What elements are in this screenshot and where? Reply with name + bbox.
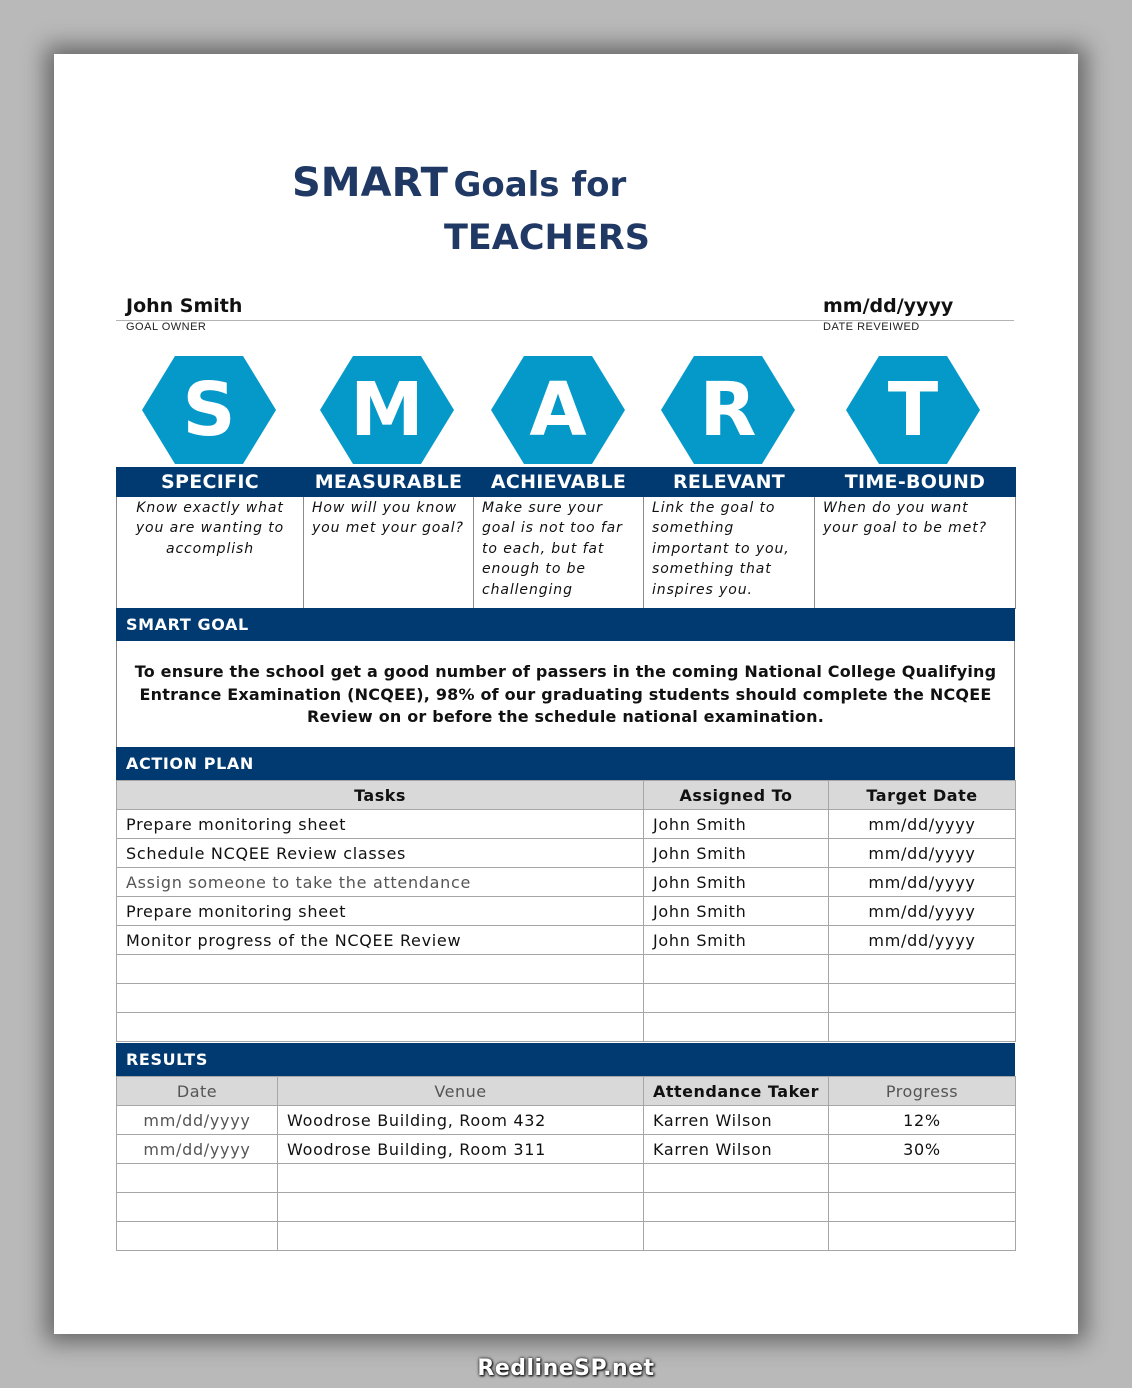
empty-row (117, 1222, 1016, 1251)
empty-row (117, 1013, 1016, 1042)
heading-relevant: RELEVANT (644, 468, 815, 497)
empty-cell (644, 984, 829, 1013)
goal-owner-name: John Smith (126, 295, 243, 317)
empty-cell (117, 1193, 278, 1222)
empty-cell (117, 984, 644, 1013)
hexagon-t (846, 356, 980, 464)
empty-row (117, 1164, 1016, 1193)
empty-cell (278, 1222, 644, 1251)
venue-cell: Woodrose Building, Room 432 (278, 1106, 644, 1135)
empty-cell (644, 955, 829, 984)
assigned-cell: John Smith (644, 810, 829, 839)
assigned-cell: John Smith (644, 926, 829, 955)
title-smart: SMART (292, 160, 448, 206)
empty-cell (117, 955, 644, 984)
smart-goal-bar: SMART GOAL (116, 608, 1015, 641)
target-date-cell: mm/dd/yyyy (829, 810, 1016, 839)
title-goals-for: Goals for (453, 165, 627, 205)
action-plan-bar: ACTION PLAN (116, 747, 1015, 780)
empty-row (117, 1193, 1016, 1222)
hexagon-s (142, 356, 276, 464)
col-progress: Progress (829, 1077, 1016, 1106)
header-divider (116, 320, 1014, 321)
letter-s: S (182, 367, 236, 453)
action-header-row (117, 781, 1016, 810)
letter-a: A (529, 367, 587, 453)
assigned-cell: John Smith (644, 897, 829, 926)
target-date-cell: mm/dd/yyyy (829, 868, 1016, 897)
empty-cell (644, 1193, 829, 1222)
desc-specific: Know exactly what you are wanting to accomplish (117, 497, 304, 609)
table-row (117, 868, 1016, 897)
col-assigned-to: Assigned To (644, 781, 829, 810)
date-cell: mm/dd/yyyy (117, 1135, 278, 1164)
desc-achievable: Make sure your goal is not too far to each, but fat enough to be challenging (474, 497, 644, 609)
watermark: RedlineSP.net (477, 1356, 655, 1381)
col-date: Date (117, 1077, 278, 1106)
empty-row (117, 955, 1016, 984)
target-date-cell: mm/dd/yyyy (829, 897, 1016, 926)
table-row (117, 1106, 1016, 1135)
heading-achievable: ACHIEVABLE (474, 468, 644, 497)
task-cell: Prepare monitoring sheet (117, 810, 644, 839)
empty-cell (644, 1222, 829, 1251)
hexagon-r (661, 356, 795, 464)
desc-measurable: How will you know you met your goal? (304, 497, 474, 609)
attendance-taker-cell: Karren Wilson (644, 1135, 829, 1164)
smart-desc-row (117, 497, 1016, 609)
letter-r: R (699, 367, 757, 453)
letter-t: T (887, 367, 939, 453)
assigned-cell: John Smith (644, 839, 829, 868)
desc-relevant: Link the goal to something important to you, something that inspires you. (644, 497, 815, 609)
empty-cell (278, 1164, 644, 1193)
date-cell: mm/dd/yyyy (117, 1106, 278, 1135)
hexagon-a (491, 356, 625, 464)
task-cell: Schedule NCQEE Review classes (117, 839, 644, 868)
empty-cell (829, 1013, 1016, 1042)
date-reviewed-label: DATE REVEIWED (823, 321, 920, 333)
empty-row (117, 984, 1016, 1013)
progress-cell: 30% (829, 1135, 1016, 1164)
heading-specific: SPECIFIC (117, 468, 304, 497)
table-row (117, 1135, 1016, 1164)
task-cell: Assign someone to take the attendance (117, 868, 644, 897)
empty-cell (829, 1193, 1016, 1222)
col-target-date: Target Date (829, 781, 1016, 810)
smart-goal-text: To ensure the school get a good number of passers in the coming National College Qualifying Entrance Examination (NCQEE), 98% of our graduating students should complete the NCQEE Review on or before the schedule national examination. (116, 641, 1015, 747)
title-line-1 (292, 160, 692, 206)
col-attendance-taker: Attendance Taker (644, 1077, 829, 1106)
empty-cell (829, 1222, 1016, 1251)
heading-time-bound: TIME-BOUND (815, 468, 1016, 497)
empty-cell (644, 1164, 829, 1193)
table-row (117, 810, 1016, 839)
target-date-cell: mm/dd/yyyy (829, 839, 1016, 868)
attendance-taker-cell: Karren Wilson (644, 1106, 829, 1135)
empty-cell (829, 984, 1016, 1013)
task-cell: Monitor progress of the NCQEE Review (117, 926, 644, 955)
empty-cell (117, 1222, 278, 1251)
title-line-2: TEACHERS (444, 218, 650, 258)
goal-owner-label: GOAL OWNER (126, 321, 207, 333)
progress-cell: 12% (829, 1106, 1016, 1135)
target-date-cell: mm/dd/yyyy (829, 926, 1016, 955)
smart-criteria-table (116, 467, 1016, 609)
empty-cell (829, 955, 1016, 984)
table-row (117, 897, 1016, 926)
empty-cell (117, 1013, 644, 1042)
results-table (116, 1076, 1016, 1251)
desc-time-bound: When do you want your goal to be met? (815, 497, 1016, 609)
table-row (117, 926, 1016, 955)
hexagon-m (320, 356, 454, 464)
col-venue: Venue (278, 1077, 644, 1106)
letter-m: M (350, 367, 424, 453)
date-reviewed-value: mm/dd/yyyy (823, 295, 954, 317)
table-row (117, 839, 1016, 868)
venue-cell: Woodrose Building, Room 311 (278, 1135, 644, 1164)
heading-measurable: MEASURABLE (304, 468, 474, 497)
empty-cell (117, 1164, 278, 1193)
results-bar: RESULTS (116, 1043, 1015, 1076)
empty-cell (278, 1193, 644, 1222)
smart-header-row (117, 468, 1016, 497)
empty-cell (829, 1164, 1016, 1193)
assigned-cell: John Smith (644, 868, 829, 897)
task-cell: Prepare monitoring sheet (117, 897, 644, 926)
empty-cell (644, 1013, 829, 1042)
results-header-row (117, 1077, 1016, 1106)
action-plan-table (116, 780, 1016, 1042)
col-tasks: Tasks (117, 781, 644, 810)
